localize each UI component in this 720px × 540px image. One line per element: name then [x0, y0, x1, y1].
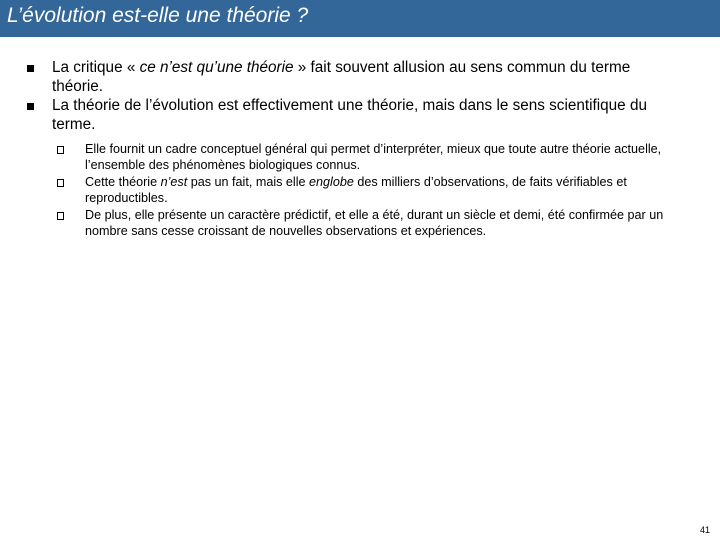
hollow-square-bullet-icon [57, 179, 64, 187]
sub-bullet-text-prefix: Cette théorie [85, 175, 161, 189]
sub-bullet-item [0, 207, 720, 239]
square-bullet-icon [27, 65, 34, 72]
square-bullet-icon [27, 103, 34, 110]
bullet-text: La théorie de l’évolution est effectivement une théorie, mais dans le sens scientifique du terme. [52, 97, 647, 133]
sub-bullet-emphasis-1: n’est [160, 175, 188, 189]
sub-bullet-emphasis-2: englobe [309, 175, 354, 189]
sub-bullet-text: Elle fournit un cadre conceptuel général qui permet d’interpréter, mieux que toute autre théorie actuelle, l’ensemble des phénomènes biologiques connus. [85, 142, 662, 172]
bullet-text-emphasis: ce n’est qu’une théorie [139, 59, 294, 76]
bullet-item [0, 96, 720, 134]
sub-bullet-text-suffix: des milliers d’observations, de faits vérifiables et reproductibles. [85, 175, 627, 205]
sub-bullet-text-middle: pas un fait, mais elle [187, 175, 310, 189]
hollow-square-bullet-icon [57, 212, 64, 220]
sub-bullet-list [0, 141, 720, 239]
bullet-item [0, 58, 720, 96]
slide-body [0, 58, 720, 240]
title-bar [0, 0, 720, 37]
bullet-text-prefix: La critique « [52, 59, 140, 76]
sub-bullet-item [0, 174, 720, 206]
sub-bullet-text: De plus, elle présente un caractère prédictif, et elle a été, durant un siècle et demi, été confirmée par un nombre sans cesse croissant de nouvelles observations et expériences. [85, 208, 664, 238]
slide-title: L’évolution est-elle une théorie ? [7, 4, 309, 27]
page-number: 41 [699, 525, 710, 535]
bullet-text-suffix: » fait souvent allusion au sens commun du terme théorie. [52, 59, 631, 95]
hollow-square-bullet-icon [57, 146, 64, 154]
sub-bullet-item [0, 141, 720, 173]
